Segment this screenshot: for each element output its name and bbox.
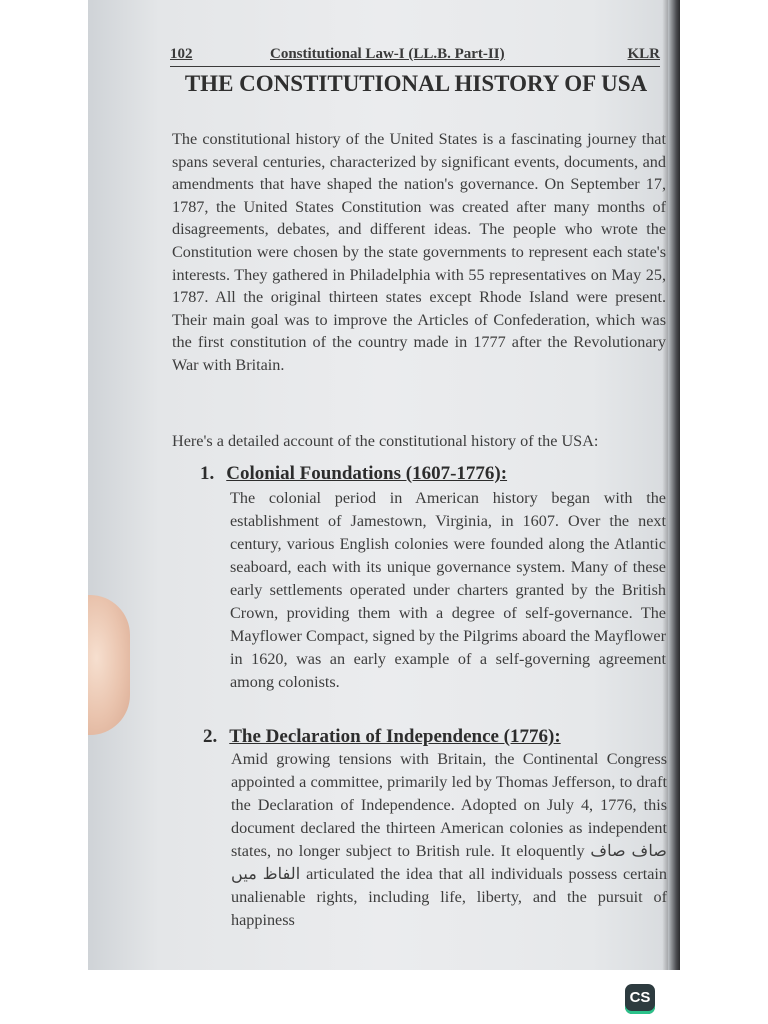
publisher-mark: KLR xyxy=(627,46,660,62)
section-number: 2. xyxy=(203,726,218,747)
section-heading-declaration-of-independence xyxy=(203,726,561,748)
section-body-declaration-of-independence: Amid growing tensions with Britain, the Continental Congress appointed a committee, primarily led by Thomas Jefferson, to draft the Declaration of Independence. Adopted on July 4, 1776, this document declared the thirteen American colonies as independent states, no longer subject to British rule. It eloquently صاف صاف الفاظ میں articulated the idea that all individuals possess certain unalienable rights, including life, liberty, and the pursuit of happiness xyxy=(231,750,668,929)
page-edge-shadow xyxy=(668,0,680,970)
section-number: 1. xyxy=(200,463,215,484)
intro-paragraph: The constitutional history of the United States is a fascinating journey that spans several centuries, characterized by significant events, documents, and amendments that have shaped the nation's governance. On September 17, 1787, the United States Constitution was created after many months of disagreements, debates, and different ideas. The people who wrote the Constitution were chosen by the state governments to represent each state's interests. They gathered in Philadelphia with 55 representatives on May 25, 1787. All the original thirteen states except Rhode Island were present. Their main goal was to improve the Articles of Confederation, which was the first constitution of the country made in 1777 after the Revolutionary War with Britain. xyxy=(172,130,666,374)
section-heading-colonial-foundations xyxy=(200,463,507,485)
page-number: 102 xyxy=(170,46,193,62)
intro-lead-in: Here's a detailed account of the constitutional history of the USA: xyxy=(172,432,599,450)
running-header xyxy=(170,44,660,67)
book-title: Constitutional Law-I (LL.B. Part-II) xyxy=(270,46,505,62)
section-body-colonial-foundations: The colonial period in American history began with the establishment of Jamestown, Virginia, in 1607. Over the next century, various English colonies were founded along the Atlantic seaboard, each with its unique governance system. Many of these early settlements operated under charters granted by the British Crown, providing them with a degree of self-governance. The Mayflower Compact, signed by the Pilgrims aboard the Mayflower in 1620, was an early example of a self-governing agreement among colonists. xyxy=(230,489,666,691)
section-title: The Declaration of Independence (1776): xyxy=(229,726,561,747)
thumb-on-page xyxy=(88,595,130,735)
camscanner-logo-icon: CS xyxy=(625,984,655,1014)
chapter-title: THE CONSTITUTIONAL HISTORY OF USA xyxy=(184,71,648,96)
section-title: Colonial Foundations (1607-1776): xyxy=(226,463,508,484)
